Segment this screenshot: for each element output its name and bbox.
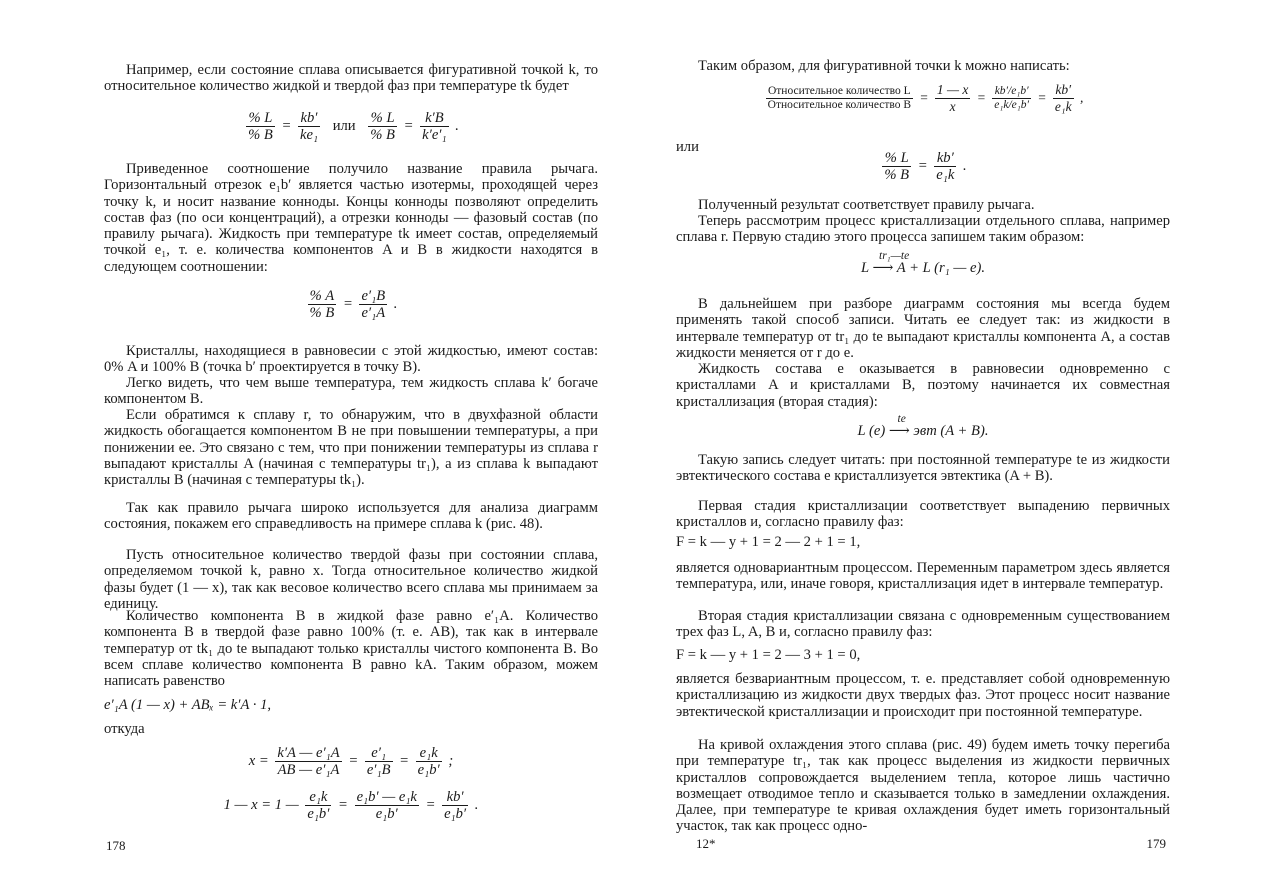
right-paragraph-3: Теперь рассмотрим процесс кристаллизации отдельного сплава, например сплава r. Первую стадию этого процесса запишем таким образом: bbox=[676, 213, 1170, 246]
right-paragraph-9: Вторая стадия кристаллизации связана с одновременным существованием трех фаз L, A, B и, согласно правилу фаз: bbox=[676, 608, 1170, 641]
left-paragraph-7: Пусть относительное количество твердой фазы при состоянии сплава, определяемом точкой k, равно x. Тогда относительное количество жидкой фазы будет (1 — x), так как весовое количество всего сплава мы принимаем за единицу. bbox=[104, 547, 598, 612]
right-formula-1: $\frac{\text{Относительное количество L}}{\text{Относительное количество B}}$ = $\frac{1 — x}{x}$ = $\frac{\text{kb′/e₁b′}}{\text{e₁k/e₁b′}}$ = $\frac{kb'}{\text{e₁k}}$ , bbox=[767, 82, 1084, 115]
left-paragraph-5: Если обратимся к сплаву r, то обнаружим, что в двухфазной области жидкость обогащается компонентом B не при повышении температуры, а при понижении ее. Это связано с тем, что при понижении температуры из сплава r выпадают кристаллы A (начиная с температуры tr₁), а из сплава k выпадают кристаллы B (начиная с температуры tk₁). bbox=[104, 407, 598, 489]
right-paragraph-4: В дальнейшем при разборе диаграмм состояния мы всегда будем применять такой способ записи. Читать ее следует так: из жидкости в интервале температур от tr₁ до te выпадают кристаллы компонента A, а состав жидкости меняется от r до e. bbox=[676, 296, 1170, 361]
right-page-number: 179 bbox=[1146, 836, 1166, 851]
left-formula-2: $\frac{\% A}{\% B}$ = $\frac{\text{e′₁B}}{\text{e′₁A}}$ . bbox=[309, 288, 398, 322]
right-paragraph-7: Первая стадия кристаллизации соответствует выпадению первичных кристаллов и, согласно правилу фаз: bbox=[676, 498, 1170, 531]
right-paragraph-10: является безвариантным процессом, т. е. представляет собой одновременную кристаллизацию из жидкости двух твердых фаз. Этот процесс носит название эвтектической кристаллизации и происходит при постоянной температуре. bbox=[676, 671, 1170, 720]
left-paragraph-3: Кристаллы, находящиеся в равновесии с этой жидкостью, имеют состав: 0% A и 100% B (точка b′ проектируется в точку B). bbox=[104, 343, 598, 376]
left-paragraph-4: Легко видеть, что чем выше температура, тем жидкость сплава k′ богаче компонентом B. bbox=[104, 375, 598, 408]
right-label-ili: или bbox=[676, 139, 699, 155]
left-formula-1: $\frac{\% L}{\% B}$ = $\frac{kb'}{\text{ke₁}}$ или $\frac{\% L}{\% B}$ = $\frac{k'B}{\text{k′e′₁}}$ . bbox=[248, 110, 459, 144]
left-paragraph-8: Количество компонента B в жидкой фазе равно e′₁A. Количество компонента B в твердой фазе равно 100% (т. е. AB), так как в интервале температур от tk₁ до te выпадают только кристаллы чистого компонента B. Во всем сплаве количество компонента B равно kA. Таким образом, можем написать равенство bbox=[104, 608, 598, 690]
left-paragraph-1: Например, если состояние сплава описывается фигуративной точкой k, то относительное количество жидкой и твердой фаз при температуре tk будет bbox=[104, 62, 598, 95]
left-page-number: 178 bbox=[106, 838, 126, 853]
right-paragraph-11: На кривой охлаждения этого сплава (рис. 49) будем иметь точку перегиба при температуре tr₁, так как процесс выделения из жидкости первичных кристаллов сопровождается выделением тепла, которое лишь частично возмещает отводимое тепло и сказывается только в замедлении охлаждения. Далее, при температуре te кривая охлаждения будет иметь горизонтальный участок, так как процесс одно- bbox=[676, 737, 1170, 835]
right-paragraph-6: Такую запись следует читать: при постоянной температуре te из жидкости эвтектического состава e кристаллизуется эвтектика (A + B). bbox=[676, 452, 1170, 485]
left-label-otkuda: откуда bbox=[104, 721, 145, 737]
left-formula-4: x = $\frac{\text{k′A — e′₁A}}{\text{AB — e′₁A}}$ = $\frac{\text{e′₁}}{\text{e′₁B}}$ = $\frac{\text{e₁k}}{\text{e₁b′}}$ ; bbox=[248, 745, 454, 779]
left-paragraph-6: Так как правило рычага широко используется для анализа диаграмм состояния, покажем его справедливость на примере сплава k (рис. 48). bbox=[104, 500, 598, 533]
right-formula-4: te L (e) ⟶ эвт (A + B). bbox=[857, 413, 989, 439]
left-page bbox=[104, 0, 598, 894]
right-paragraph-8: является одновариантным процессом. Переменным параметром здесь является температура, или, иначе говоря, кристаллизация идет в интервале температур. bbox=[676, 560, 1170, 593]
signature-mark: 12* bbox=[696, 836, 716, 851]
right-formula-2: $\frac{\% L}{\% B}$ = $\frac{kb'}{\text{e₁k}}$ . bbox=[884, 150, 967, 184]
right-paragraph-1: Таким образом, для фигуративной точки k можно написать: bbox=[698, 58, 1070, 74]
left-formula-3: e′₁A (1 — x) + ABₓ = k′A · 1, bbox=[104, 697, 272, 713]
right-formula-6: F = k — y + 1 = 2 — 3 + 1 = 0, bbox=[676, 647, 861, 663]
right-formula-3: tr₁—te L ⟶ A + L (r₁ — e). bbox=[861, 250, 985, 276]
left-paragraph-2: Приведенное соотношение получило название правила рычага. Горизонтальный отрезок e₁b′ является частью изотермы, проходящей через точку k, и носит название конноды. Концы конноды позволяют определить состав фаз (по оси концентраций), а отрезки конноды — фазовый состав (по правилу рычага). Жидкость при температуре tk имеет состав, определяемый точкой e₁, т. е. количества компонентов A и B в жидкости находятся в следующем соотношении: bbox=[104, 161, 598, 275]
right-paragraph-2: Полученный результат соответствует правилу рычага. bbox=[698, 197, 1035, 213]
right-paragraph-5: Жидкость состава e оказывается в равновесии одновременно с кристаллами A и кристаллами B, поэтому начинается их совместная кристаллизация (вторая стадия): bbox=[676, 361, 1170, 410]
left-formula-5: 1 — x = 1 — $\frac{\text{e₁k}}{\text{e₁b′}}$ = $\frac{\text{e₁b′ — e₁k}}{\text{e₁b′}}$ = $\frac{kb'}{\text{e₁b′}}$ . bbox=[223, 789, 479, 823]
right-page bbox=[676, 0, 1170, 894]
right-formula-5: F = k — y + 1 = 2 — 2 + 1 = 1, bbox=[676, 534, 861, 550]
